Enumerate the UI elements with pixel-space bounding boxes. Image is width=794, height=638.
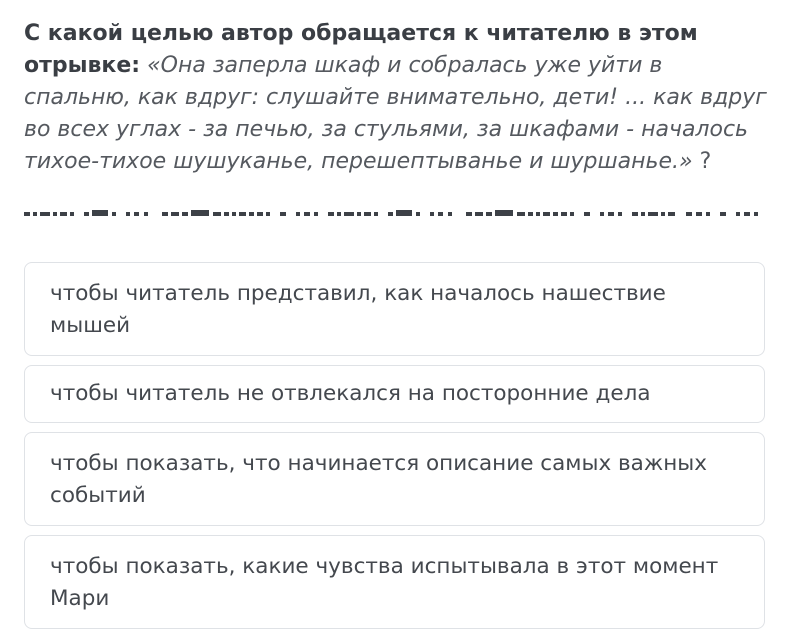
answer-option-2[interactable]: чтобы читатель не отвлекался на посторонние дела [24, 365, 765, 423]
question-text [24, 18, 774, 178]
answer-option-3[interactable]: чтобы показать, что начинается описание самых важных событий [24, 432, 765, 526]
question-quote: «Она заперла шкаф и собралась уже уйти в спальню, как вдруг: слушайте внимательно, дети! ... как вдруг во всех углах - за печью, за стульями, за шкафами - началось тихое-тихое шушуканье, перешептыванье и шуршанье.» [24, 53, 767, 174]
question-mark: ? [692, 149, 712, 174]
answer-option-1[interactable]: чтобы читатель представил, как началось нашествие мышей [24, 262, 765, 356]
answer-option-4[interactable]: чтобы показать, какие чувства испытывала в этот момент Мари [24, 535, 765, 629]
answer-options [24, 262, 765, 638]
question-prompt: С какой целью автор обращается к читателю в этом отрывке: [24, 21, 698, 78]
dashed-divider [24, 210, 764, 218]
divider-dashes [24, 210, 758, 216]
